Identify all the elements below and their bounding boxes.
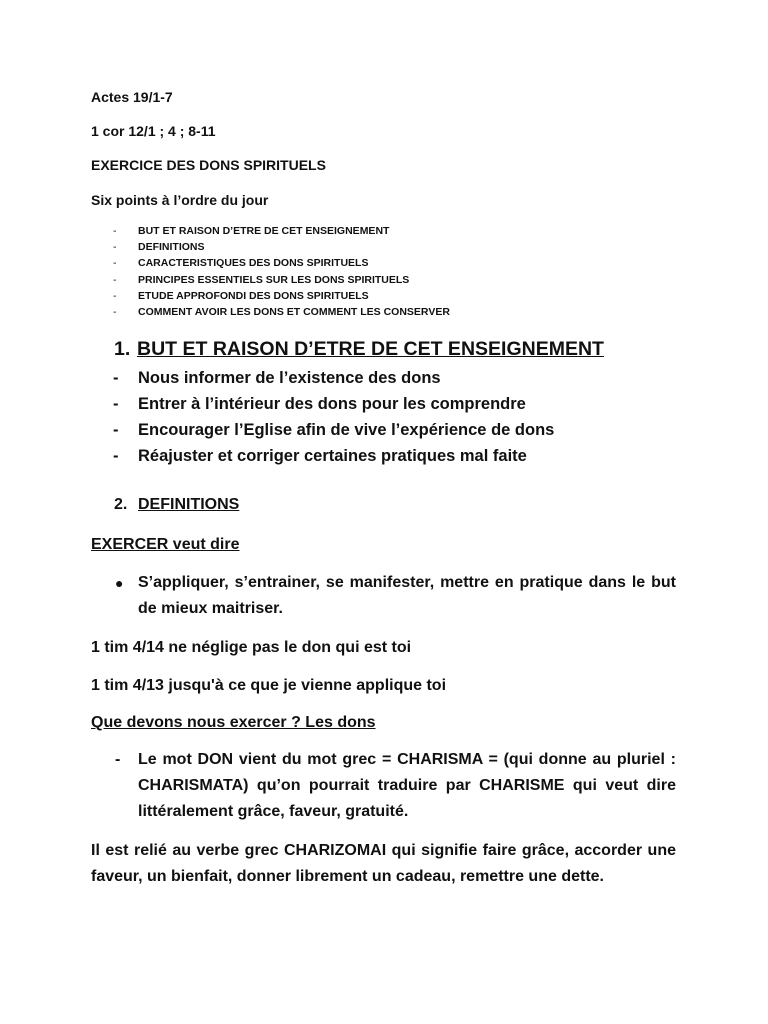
dash-marker: -: [113, 305, 117, 318]
dash-marker: -: [113, 273, 117, 286]
bible-reference-corinthians: 1 cor 12/1 ; 4 ; 8-11: [91, 123, 216, 139]
agenda-item-text: BUT ET RAISON D’ETRE DE CET ENSEIGNEMENT: [138, 225, 390, 237]
agenda-item-text: CARACTERISTIQUES DES DONS SPIRITUELS: [138, 257, 369, 270]
list-item-text: Nous informer de l’existence des dons: [138, 369, 441, 387]
section-1-list: [113, 365, 554, 469]
question-heading: Que devons nous exercer ? Les dons: [91, 714, 376, 731]
exercer-definition: S’appliquer, s’entrainer, se manifester, mettre en pratique dans le but de mieux maitriser.: [138, 574, 676, 617]
dash-marker: -: [113, 225, 117, 237]
agenda-item-text: PRINCIPES ESSENTIELS SUR LES DONS SPIRITUELS: [138, 273, 410, 286]
agenda-intro: Six points à l’ordre du jour: [91, 192, 269, 208]
verse-1-tim-4-13: 1 tim 4/13 jusqu'à ce que je vienne applique toi: [91, 677, 447, 694]
agenda-item: [113, 304, 450, 320]
bullet-icon: ●: [115, 575, 124, 591]
exercer-label: EXERCER veut dire: [91, 536, 240, 553]
dash-marker: -: [113, 257, 117, 270]
dash-marker: -: [113, 447, 119, 465]
section-2-heading: [114, 496, 239, 514]
agenda-item-text: DEFINITIONS: [138, 241, 205, 254]
list-item: [113, 417, 554, 443]
dash-marker: -: [113, 369, 119, 387]
section-1-heading: [114, 338, 604, 361]
dash-marker: -: [113, 395, 119, 413]
dash-marker: -: [113, 289, 117, 302]
agenda-item: [113, 272, 450, 288]
dash-marker: -: [113, 421, 119, 439]
agenda-item-text: COMMENT AVOIR LES DONS ET COMMENT LES CONSERVER: [138, 305, 450, 318]
section-title: BUT ET RAISON D’ETRE DE CET ENSEIGNEMENT: [137, 338, 604, 360]
list-item: [113, 443, 554, 469]
section-number: 2.: [114, 496, 128, 513]
dash-marker: -: [113, 241, 117, 254]
verb-paragraph: Il est relié au verbe grec CHARIZOMAI qui signifie faire grâce, accorder une faveur, un bienfait, donner librement un cadeau, remettre une dette.: [91, 842, 676, 885]
bible-reference-acts: Actes 19/1-7: [91, 89, 173, 105]
list-item: [113, 391, 554, 417]
agenda-item: [113, 239, 450, 255]
list-item-text: Entrer à l’intérieur des dons pour les comprendre: [138, 395, 526, 413]
agenda-item-text: ETUDE APPROFONDI DES DONS SPIRITUELS: [138, 289, 369, 302]
agenda-list: [113, 223, 450, 320]
document-title: EXERCICE DES DONS SPIRITUELS: [91, 157, 326, 173]
agenda-item: [113, 288, 450, 304]
list-item: [113, 365, 554, 391]
agenda-item: [113, 255, 450, 271]
dash-marker: -: [115, 751, 121, 768]
list-item-text: Encourager l’Eglise afin de vive l’expérience de dons: [138, 421, 555, 439]
don-definition: Le mot DON vient du mot grec = CHARISMA = (qui donne au pluriel : CHARISMATA) qu’on pourrait traduire par CHARISME qui veut dire littéralement grâce, faveur, gratuité.: [138, 751, 676, 820]
agenda-item: [113, 223, 450, 239]
section-title: DEFINITIONS: [138, 496, 240, 513]
section-number: 1.: [114, 338, 131, 360]
list-item-text: Réajuster et corriger certaines pratiques mal faite: [138, 447, 527, 465]
verse-1-tim-4-14: 1 tim 4/14 ne néglige pas le don qui est toi: [91, 639, 412, 656]
